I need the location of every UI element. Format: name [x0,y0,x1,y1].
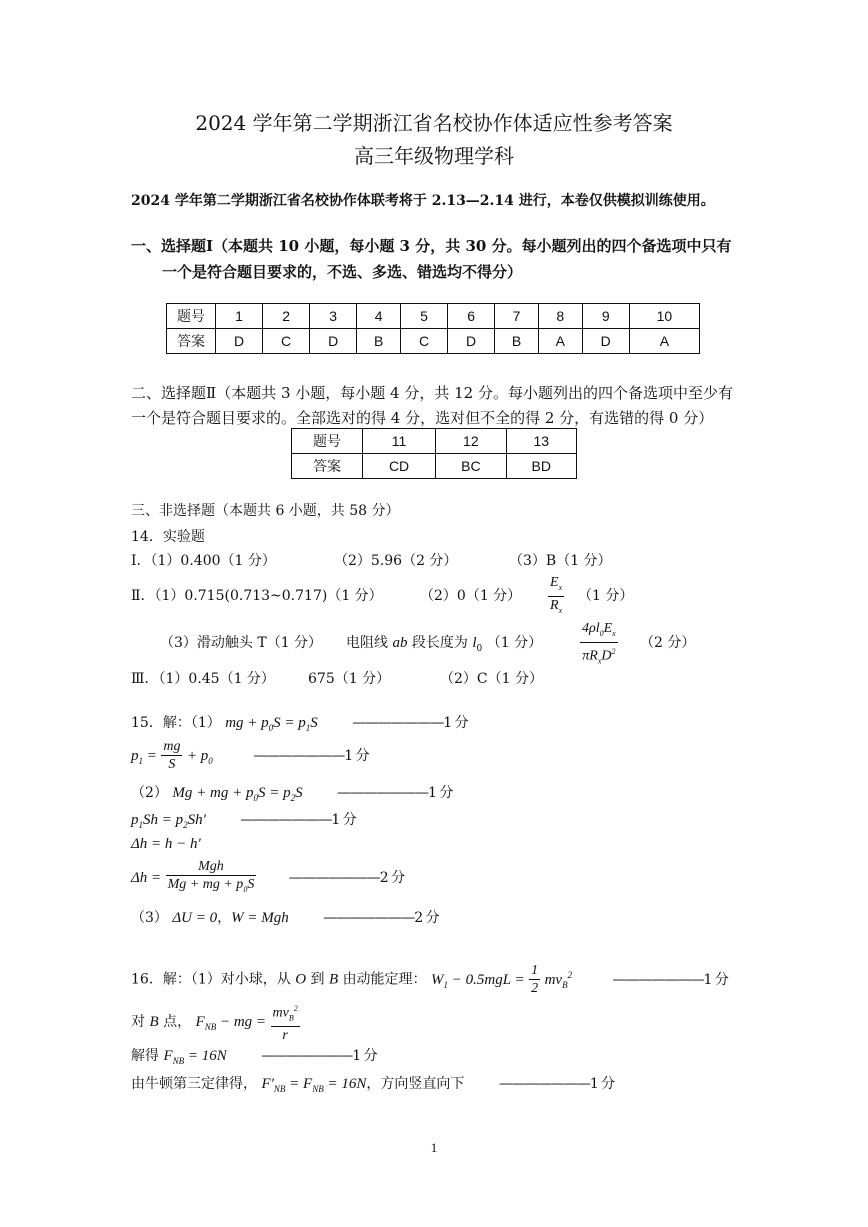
row-label: 答案 [167,329,216,354]
q15-delta-h-result: Δh = $\frac{\text{Mgh}}{Mg + mg + p_0S}$ ———————2 分 [131,859,405,894]
question-number-cell: 7 [495,304,539,329]
exam-notice: 2024 学年第二学期浙江省名校协作体联考将于 2.13—2.14 进行，本卷仅供模拟训练使用。 [131,193,715,209]
q16-at: 对 [131,1014,145,1031]
q14-heading: 14．实验题 [131,529,205,545]
q15-part3-label: （3） [131,910,168,926]
q15-part1: 15．解：（1） mg + $p_0S = p_1S$ ———————1 分 [131,715,468,733]
q16-solve-label: 解得 [131,1048,159,1064]
q15-label: 15．解：（1） [131,715,221,731]
question-number-cell: 11 [363,429,436,454]
answer-cell: D [448,329,495,354]
section2-heading-cont: 一个是符合题目要求的。全部选对的得 4 分，选对但不全的得 2 分，有选错的得 0 分） [131,409,714,427]
page-subtitle: 高三年级物理学科 [354,144,514,168]
answer-cell: C [263,329,310,354]
answer-row [167,329,700,354]
text-segment-length: 段长度为 [411,635,468,651]
q14-ii-3: （3）滑动触头 T（1 分） [160,635,323,651]
page-number: 1 [430,1140,438,1155]
score-mark: ———————2 分 [288,869,405,886]
question-number-cell: 13 [506,429,576,454]
section1-answer-table [166,303,700,354]
q16-newton-third-law: 由牛顿第三定律得， $F'_{NB} = F_{NB} = 16N$，方向竖直向下 ———————1 分 [131,1076,615,1094]
q16-solve: 解得 $F_{NB} = 16N$ ———————1 分 [131,1048,377,1066]
q15-boyle-equation: $p_1Sh = p_2Sh'$ ———————1 分 [131,812,356,830]
text-score: （1 分） [486,635,543,651]
question-number-row [167,304,700,329]
score-mark: ———————1 分 [612,971,728,988]
score-mark: ———————2 分 [323,910,439,926]
section2-heading: 二、选择题Ⅱ（本题共 3 小题，每小题 4 分，共 12 分。每小题列出的四个备选项中至少有 [131,384,733,402]
question-number-row [292,429,577,454]
row-label: 答案 [292,454,363,479]
answer-cell: C [401,329,448,354]
q14-ii-3e: （2 分） [640,635,696,651]
answer-cell: BD [506,454,576,479]
q14-ii-1: Ⅱ．（1）0.715(0.713~0.717)（1 分） [131,588,383,604]
answer-cell: B [495,329,539,354]
answer-cell: CD [363,454,436,479]
q14-i-3: （3）B（1 分） [509,553,612,569]
q16-kinetic-theorem: 由动能定理： [342,971,427,988]
question-number-cell: 3 [310,304,357,329]
q15-p1-equation: $p_1$ = $\frac{mg}{S}$ + $p_0$ ———————1 分 [131,739,369,772]
q14-ii-fraction-e-over-r: $\frac{E_x}{R_x}$ [550,575,563,615]
answer-cell: D [310,329,357,354]
question-number-cell: 12 [436,429,506,454]
score-mark: ———————1 分 [253,747,369,764]
page-title: 2024 学年第二学期浙江省名校协作体适应性参考答案 [195,111,673,135]
q16-to: 到 [310,971,325,988]
score-mark: ———————1 分 [498,1076,615,1092]
section2-answer-table [291,428,577,479]
q16-newton-label: 由牛顿第三定律得， [131,1076,257,1092]
section1-heading: 一、选择题Ⅰ（本题共 10 小题，每小题 3 分，共 30 分。每小题列出的四个备选项中只有 [131,237,732,255]
row-label: 题号 [292,429,363,454]
question-number-cell: 1 [216,304,263,329]
text-resistor-wire: 电阻线 [346,635,388,651]
answer-row [292,454,577,479]
answer-cell: A [629,329,699,354]
q15-delta-h-def: Δh = h − h′ [131,836,201,852]
q14-ii-3-text: 电阻线 ab 段长度为 $l_0$ （1 分） [346,635,543,654]
q16-direction: ，方向竖直向下 [366,1076,465,1092]
question-number-cell: 4 [357,304,401,329]
q14-ii-2: （2）0（1 分） [420,588,522,604]
q16-label: 16．解：（1）对小球，从 [131,971,291,988]
question-number-cell: 9 [582,304,629,329]
answer-cell: D [582,329,629,354]
q14-iii-2: 675（1 分） [308,671,391,687]
score-mark: ———————1 分 [337,785,453,801]
score-mark: ———————1 分 [352,715,468,731]
question-number-cell: 6 [448,304,495,329]
answer-cell: B [357,329,401,354]
q14-i-1: Ⅰ．（1）0.400（1 分） [131,553,276,569]
row-label: 题号 [167,304,216,329]
q14-iii-3: （2）C（1 分） [440,671,543,687]
q14-ii-fraction-resistivity: $\frac{4\rho l_0E_x}{\pi R_xD^2}$ [582,621,616,666]
section1-heading-cont: 一个是符合题目要求的，不选、多选、错选均不得分） [162,263,523,281]
score-mark: ———————1 分 [261,1048,377,1064]
question-number-cell: 8 [538,304,582,329]
question-number-cell: 2 [263,304,310,329]
q14-i-2: （2）5.96（2 分） [334,553,458,569]
section3-heading: 三、非选择题（本题共 6 小题，共 58 分） [131,503,400,519]
question-number-cell: 5 [401,304,448,329]
answer-cell: D [216,329,263,354]
q14-iii-1: Ⅲ．（1）0.45（1 分） [131,671,275,687]
q15-part2: （2） Mg + mg + $p_0S = p_2S$ ———————1 分 [131,785,453,803]
q16-point-b: 对 B 点， $F_{NB}$ − mg = $\frac{mv_B^2}{r}$ [131,1000,300,1044]
answer-cell: A [538,329,582,354]
score-mark: ———————1 分 [240,812,356,828]
q16-part1: 16．解：（1）对小球，从 O 到 B 由动能定理： $W_1 - 0.5mgL$ = $\frac{1}{2}$ $mv_B^2$ ———————1 分 [131,963,728,996]
q16-point: 点， [163,1014,192,1031]
question-number-cell: 10 [629,304,699,329]
q15-part2-label: （2） [131,785,168,801]
q15-part3: （3） ΔU = 0，W = Mgh ———————2 分 [131,910,439,926]
answer-cell: BC [436,454,506,479]
q14-ii-2b: （1 分） [578,588,634,604]
